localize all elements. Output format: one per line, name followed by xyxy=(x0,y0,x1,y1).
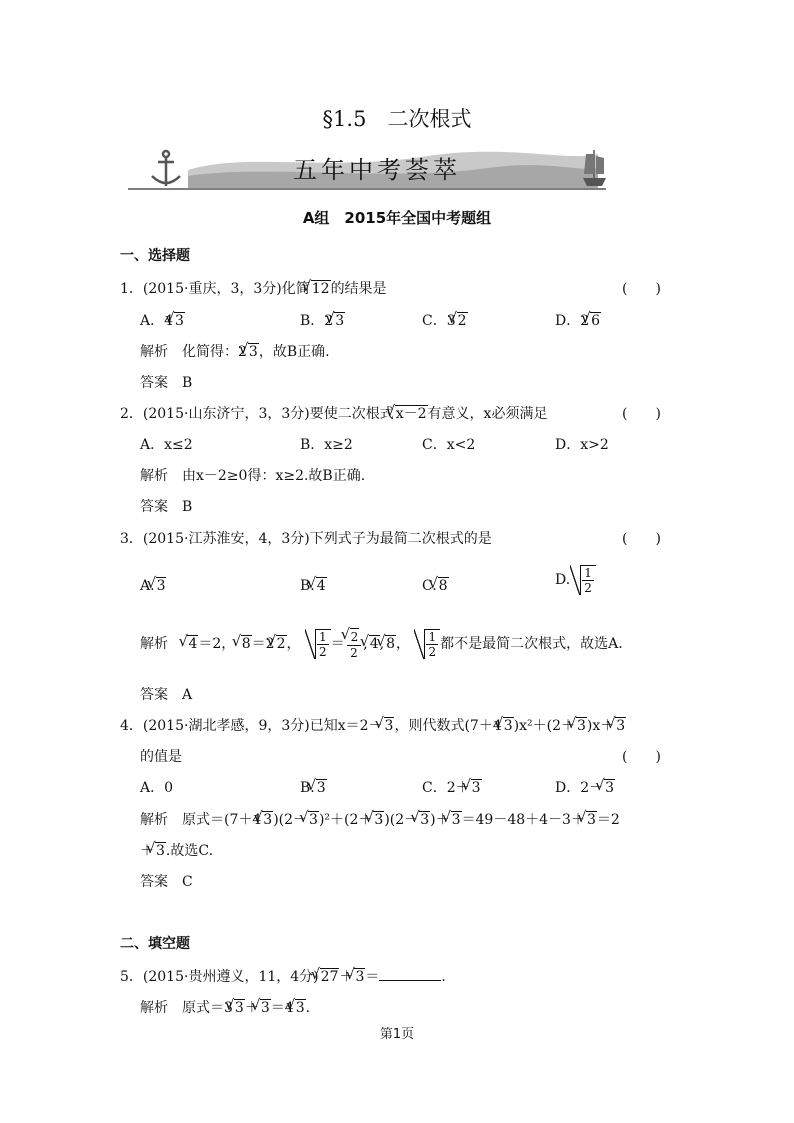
page-title: §1.5 二次根式 xyxy=(322,107,472,131)
option-3c: C.√ 8 xyxy=(422,576,449,596)
answer-3: 答案 A xyxy=(140,687,193,703)
question-5-stem: 5．(2015·贵州遵义，11，4分)√ 27＋√ 3＝ . xyxy=(120,966,446,987)
analysis-3: 解析 √ 4＝2， √ 8＝2√ 2， $\frac{1}{2}$ ＝ √ $\frac{2}{2}$ ,√ 4,√ 8， $\frac{1}{2}$ 都不是最简二次根式，故选A. xyxy=(140,628,623,660)
option-2c: C．x<2 xyxy=(422,437,476,453)
option-2b: B．x≥2 xyxy=(300,437,353,453)
option-4c: C．2＋√ 3 xyxy=(422,778,482,798)
answer-paren-2: ( ) xyxy=(622,406,661,422)
analysis-4: 解析 原式＝(7＋4√ 3)(2－√ 3)²＋(2＋√ 3)(2－√ 3)＋√ 3＝49－48＋4－3＋√ 3＝2 xyxy=(140,810,620,830)
option-1c: C．3√ 2 xyxy=(422,311,468,331)
answer-paren-4: ( ) xyxy=(622,749,661,765)
fill-in-blank xyxy=(379,966,441,981)
banner-graphic xyxy=(128,142,606,192)
analysis-2: 解析 由x－2≥0得：x≥2.故B正确. xyxy=(140,468,366,484)
anchor-icon xyxy=(152,151,180,186)
option-3a: A.√ 3 xyxy=(140,576,166,596)
option-1b: B．2√ 3 xyxy=(300,311,345,331)
answer-1: 答案 B xyxy=(140,375,193,391)
ship-icon xyxy=(583,150,606,186)
question-2-stem: 2．(2015·山东济宁，3，3分)要使二次根式√ x－2有意义，x必须满足 xyxy=(120,404,547,424)
analysis-5: 解析 原式＝3√ 3＋√ 3＝4√ 3. xyxy=(140,998,310,1018)
option-3d: D. $\frac{1}{2}$ xyxy=(555,565,596,595)
question-4-stem-line2: 的值是 xyxy=(140,749,182,765)
analysis-4-line2: ＋√ 3.故选C. xyxy=(140,841,213,861)
section-heading-fill: 二、填空题 xyxy=(120,936,190,952)
section-heading-choice: 一、选择题 xyxy=(120,248,190,264)
question-3-stem: 3．(2015·江苏淮安，4，3分)下列式子为最简二次根式的是 xyxy=(120,531,492,547)
option-1a: A．4√ 3 xyxy=(140,311,185,331)
question-1-stem: 1．(2015·重庆，3，3分)化简√ 12的结果是 xyxy=(120,279,387,299)
option-4b: B.√ 3 xyxy=(300,778,327,798)
option-2a: A．x≤2 xyxy=(140,437,193,453)
option-2d: D．x>2 xyxy=(555,437,609,453)
option-1d: D．2√ 6 xyxy=(555,311,601,331)
question-4-stem: 4．(2015·湖北孝感，9，3分)已知x＝2－√ 3，则代数式(7＋4√ 3)x²＋(2＋√ 3)x＋√ 3 xyxy=(120,716,626,736)
answer-4: 答案 C xyxy=(140,874,193,890)
option-4d: D．2－√ 3 xyxy=(555,778,615,798)
analysis-1: 解析 化简得：2√ 3，故B正确. xyxy=(140,342,330,362)
option-4a: A．0 xyxy=(140,780,174,796)
option-3b: B.√ 4 xyxy=(300,576,327,596)
answer-paren-1: ( ) xyxy=(622,281,661,297)
page-number: 第1页 xyxy=(379,1027,415,1042)
banner-text: 五年中考荟萃 xyxy=(293,156,461,184)
group-title: A组 2015年全国中考题组 xyxy=(302,209,492,227)
answer-paren-3: ( ) xyxy=(622,531,661,547)
answer-2: 答案 B xyxy=(140,499,193,515)
